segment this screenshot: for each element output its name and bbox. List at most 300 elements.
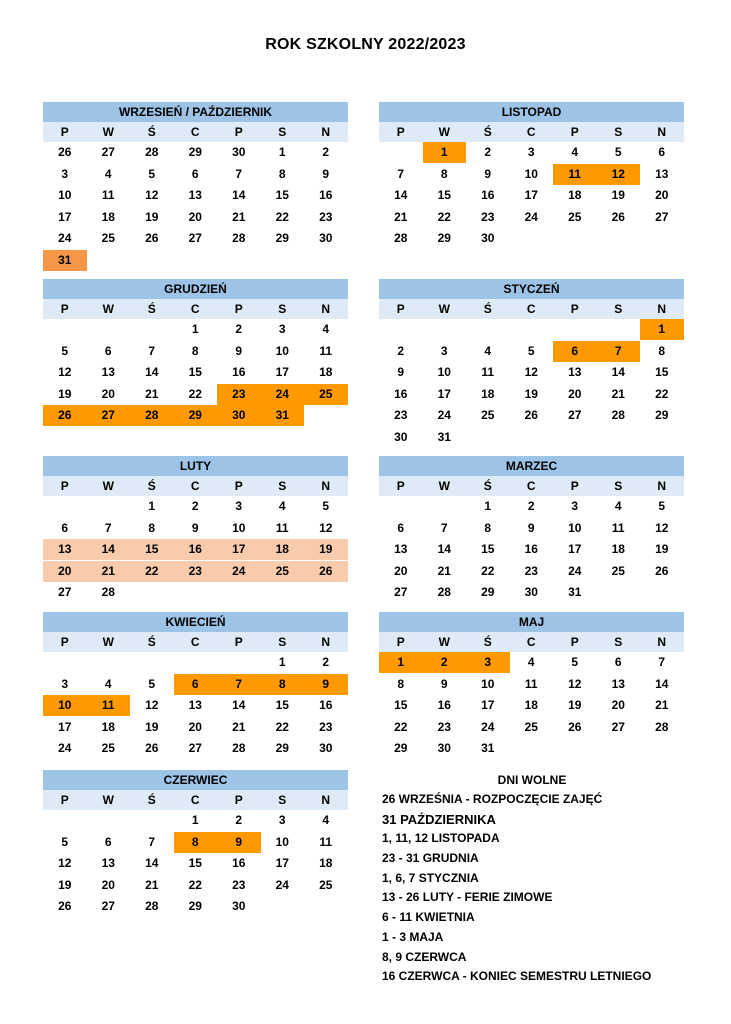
weekday-label: C xyxy=(526,479,536,493)
day-cell: 8 xyxy=(261,674,305,695)
legend-item: 26 WRZEŚNIA - ROZPOCZĘCIE ZAJĘĆ xyxy=(382,792,603,806)
day-cell xyxy=(423,496,467,517)
day-cell xyxy=(510,738,554,759)
day-cell: 13 xyxy=(188,188,202,203)
week-row xyxy=(379,674,684,696)
day-cell: 31 xyxy=(481,741,495,756)
day-cell: 2 xyxy=(397,343,405,358)
day-cell: 5 xyxy=(527,343,535,358)
day-cell: 19 xyxy=(58,877,72,892)
day-cell: 28 xyxy=(394,231,408,246)
day-cell: 23 xyxy=(232,877,246,892)
day-cell: 23 xyxy=(217,384,261,405)
day-cell: 19 xyxy=(58,386,72,401)
week-row xyxy=(43,384,348,406)
day-cell: 1 xyxy=(423,142,467,163)
weekday-label: W xyxy=(438,302,450,316)
day-cell: 23 xyxy=(524,563,538,578)
day-cell: 15 xyxy=(437,188,451,203)
day-cell: 4 xyxy=(484,343,492,358)
day-cell: 8 xyxy=(191,343,199,358)
week-row xyxy=(379,518,684,540)
day-cell: 21 xyxy=(232,209,246,224)
day-cell: 11 xyxy=(611,520,625,535)
day-cell: 10 xyxy=(43,695,87,716)
month-calendar xyxy=(379,612,684,760)
day-cell: 6 xyxy=(553,341,597,362)
day-cell: 18 xyxy=(568,188,582,203)
day-cell: 25 xyxy=(101,741,115,756)
day-cell xyxy=(510,228,554,249)
month-calendar xyxy=(43,770,348,918)
day-cell: 29 xyxy=(481,585,495,600)
week-row xyxy=(379,561,684,583)
weekday-header xyxy=(379,299,684,319)
day-cell: 24 xyxy=(275,877,289,892)
day-cell: 20 xyxy=(101,877,115,892)
day-cell: 16 xyxy=(394,386,408,401)
day-cell: 25 xyxy=(611,563,625,578)
day-cell: 28 xyxy=(232,741,246,756)
day-cell: 18 xyxy=(481,386,495,401)
day-cell xyxy=(304,250,348,271)
week-row xyxy=(379,228,684,250)
day-cell: 12 xyxy=(655,520,669,535)
day-cell: 26 xyxy=(58,899,72,914)
day-cell: 14 xyxy=(145,365,159,380)
week-row xyxy=(43,652,348,674)
day-cell: 16 xyxy=(174,539,218,560)
day-cell: 27 xyxy=(58,585,72,600)
weekday-label: P xyxy=(234,125,243,139)
week-row xyxy=(43,142,348,164)
day-cell: 26 xyxy=(568,719,582,734)
day-cell: 6 xyxy=(174,674,218,695)
day-cell: 24 xyxy=(524,209,538,224)
day-cell: 28 xyxy=(611,408,625,423)
day-cell: 10 xyxy=(58,188,72,203)
day-cell: 19 xyxy=(611,188,625,203)
day-cell: 4 xyxy=(527,655,535,670)
day-cell: 17 xyxy=(275,856,289,871)
day-cell: 15 xyxy=(188,856,202,871)
week-row xyxy=(43,228,348,250)
day-cell: 28 xyxy=(145,145,159,160)
week-row xyxy=(379,427,684,449)
day-cell: 11 xyxy=(319,834,333,849)
day-cell: 9 xyxy=(217,832,261,853)
day-cell: 28 xyxy=(437,585,451,600)
weekday-label: Ś xyxy=(483,125,492,139)
weekday-label: N xyxy=(321,635,331,649)
day-cell: 3 xyxy=(440,343,448,358)
day-cell: 14 xyxy=(145,856,159,871)
weekday-label: P xyxy=(396,479,405,493)
weekday-header xyxy=(43,632,348,652)
day-cell: 20 xyxy=(568,386,582,401)
day-cell: 22 xyxy=(655,386,669,401)
week-row xyxy=(379,207,684,229)
month-calendar xyxy=(43,279,348,427)
legend-item: 31 PAŹDZIERNIKA xyxy=(382,811,496,827)
day-cell xyxy=(597,228,641,249)
day-cell xyxy=(597,319,641,340)
week-row xyxy=(379,582,684,604)
day-cell: 9 xyxy=(191,520,199,535)
day-cell xyxy=(261,896,305,917)
day-cell: 21 xyxy=(145,877,159,892)
day-cell: 17 xyxy=(217,539,261,560)
month-header: MARZEC xyxy=(379,456,684,476)
day-cell xyxy=(466,427,510,448)
day-cell xyxy=(304,405,348,426)
day-cell: 7 xyxy=(440,520,448,535)
weekday-label: N xyxy=(321,125,331,139)
day-cell: 29 xyxy=(275,231,289,246)
day-cell: 12 xyxy=(319,520,333,535)
day-cell: 5 xyxy=(148,676,156,691)
day-cell: 2 xyxy=(322,145,330,160)
day-cell: 28 xyxy=(655,719,669,734)
day-cell: 13 xyxy=(101,365,115,380)
day-cell: 16 xyxy=(232,365,246,380)
month-header: GRUDZIEŃ xyxy=(43,279,348,299)
weekday-label: P xyxy=(570,125,579,139)
day-cell: 1 xyxy=(484,499,492,514)
week-row xyxy=(43,362,348,384)
weekday-label: C xyxy=(526,125,536,139)
day-cell: 21 xyxy=(437,563,451,578)
day-cell: 19 xyxy=(655,542,669,557)
weekday-label: S xyxy=(278,125,287,139)
day-cell: 10 xyxy=(275,834,289,849)
day-cell: 6 xyxy=(397,520,405,535)
day-cell: 30 xyxy=(437,741,451,756)
day-cell: 27 xyxy=(188,231,202,246)
day-cell xyxy=(553,427,597,448)
day-cell: 22 xyxy=(188,877,202,892)
weekday-label: P xyxy=(396,635,405,649)
day-cell: 14 xyxy=(232,188,246,203)
week-row xyxy=(43,832,348,854)
day-cell: 27 xyxy=(101,899,115,914)
day-cell: 23 xyxy=(394,408,408,423)
day-cell: 30 xyxy=(524,585,538,600)
week-row xyxy=(379,695,684,717)
day-cell: 2 xyxy=(322,655,330,670)
weekday-header xyxy=(43,476,348,496)
legend-item: 6 - 11 KWIETNIA xyxy=(382,910,475,925)
day-cell xyxy=(640,427,684,448)
day-cell: 2 xyxy=(191,499,199,514)
day-cell: 15 xyxy=(394,698,408,713)
week-row xyxy=(43,539,348,561)
weekday-label: S xyxy=(278,793,287,807)
weekday-label: P xyxy=(60,125,69,139)
day-cell: 20 xyxy=(188,719,202,734)
day-cell: 2 xyxy=(423,652,467,673)
week-row xyxy=(43,896,348,918)
weekday-label: P xyxy=(234,302,243,316)
day-cell: 8 xyxy=(397,676,405,691)
day-cell: 25 xyxy=(481,408,495,423)
day-cell: 23 xyxy=(481,209,495,224)
weekday-header xyxy=(43,790,348,810)
week-row xyxy=(379,142,684,164)
day-cell: 6 xyxy=(191,166,199,181)
day-cell xyxy=(43,810,87,831)
day-cell: 14 xyxy=(394,188,408,203)
day-cell: 20 xyxy=(101,386,115,401)
day-cell: 25 xyxy=(319,877,333,892)
day-cell: 21 xyxy=(394,209,408,224)
day-cell: 29 xyxy=(655,408,669,423)
legend-item: 13 - 26 LUTY - FERIE ZIMOWE xyxy=(382,890,553,905)
weekday-label: C xyxy=(190,635,200,649)
day-cell: 15 xyxy=(275,188,289,203)
weekday-label: Ś xyxy=(147,479,156,493)
day-cell: 12 xyxy=(524,365,538,380)
day-cell: 7 xyxy=(235,166,243,181)
day-cell: 16 xyxy=(437,698,451,713)
day-cell: 2 xyxy=(235,322,243,337)
page-title: ROK SZKOLNY 2022/2023 xyxy=(265,36,466,53)
day-cell xyxy=(261,250,305,271)
day-cell: 30 xyxy=(481,231,495,246)
day-cell xyxy=(304,582,348,603)
week-row xyxy=(43,853,348,875)
day-cell: 2 xyxy=(484,145,492,160)
day-cell xyxy=(640,738,684,759)
week-row xyxy=(43,405,348,427)
day-cell: 6 xyxy=(614,655,622,670)
weekday-label: S xyxy=(278,302,287,316)
day-cell: 31 xyxy=(437,429,451,444)
day-cell: 13 xyxy=(655,166,669,181)
weekday-label: Ś xyxy=(147,635,156,649)
day-cell: 28 xyxy=(130,405,174,426)
day-cell: 7 xyxy=(104,520,112,535)
day-cell: 23 xyxy=(437,719,451,734)
week-row xyxy=(379,405,684,427)
day-cell: 21 xyxy=(611,386,625,401)
weekday-label: N xyxy=(657,302,667,316)
day-cell: 11 xyxy=(101,188,115,203)
day-cell xyxy=(174,582,218,603)
day-cell: 21 xyxy=(655,698,669,713)
day-cell: 24 xyxy=(58,231,72,246)
month-header: STYCZEŃ xyxy=(379,279,684,299)
legend-item: 23 - 31 GRUDNIA xyxy=(382,851,479,866)
day-cell xyxy=(87,810,131,831)
weekday-label: N xyxy=(657,125,667,139)
day-cell: 23 xyxy=(174,561,218,582)
week-row xyxy=(379,738,684,760)
weekday-label: P xyxy=(570,479,579,493)
day-cell xyxy=(261,582,305,603)
day-cell: 5 xyxy=(658,499,666,514)
day-cell xyxy=(510,319,554,340)
day-cell: 4 xyxy=(571,145,579,160)
day-cell: 30 xyxy=(217,405,261,426)
day-cell: 21 xyxy=(145,386,159,401)
day-cell: 11 xyxy=(319,343,333,358)
day-cell: 6 xyxy=(658,145,666,160)
day-cell xyxy=(87,652,131,673)
day-cell: 10 xyxy=(437,365,451,380)
legend-item: 16 CZERWCA - KONIEC SEMESTRU LETNIEGO xyxy=(382,969,652,984)
day-cell: 31 xyxy=(261,405,305,426)
day-cell: 18 xyxy=(319,856,333,871)
day-cell: 5 xyxy=(322,499,330,514)
day-cell xyxy=(130,810,174,831)
weekday-label: P xyxy=(570,302,579,316)
day-cell: 7 xyxy=(397,166,405,181)
day-cell: 18 xyxy=(524,698,538,713)
day-cell xyxy=(597,582,641,603)
week-row xyxy=(379,362,684,384)
day-cell: 12 xyxy=(568,676,582,691)
day-cell: 21 xyxy=(87,561,131,582)
day-cell: 25 xyxy=(261,561,305,582)
weekday-label: Ś xyxy=(147,125,156,139)
day-cell: 19 xyxy=(145,719,159,734)
day-cell: 5 xyxy=(61,834,69,849)
day-cell: 6 xyxy=(104,834,112,849)
day-cell xyxy=(87,496,131,517)
week-row xyxy=(43,185,348,207)
day-cell: 29 xyxy=(437,231,451,246)
day-cell: 1 xyxy=(379,652,423,673)
day-cell: 30 xyxy=(319,231,333,246)
weekday-label: C xyxy=(190,125,200,139)
day-cell: 19 xyxy=(145,209,159,224)
day-cell: 9 xyxy=(304,674,348,695)
day-cell: 27 xyxy=(568,408,582,423)
day-cell: 6 xyxy=(104,343,112,358)
weekday-label: W xyxy=(438,125,450,139)
day-cell: 28 xyxy=(101,585,115,600)
day-cell: 17 xyxy=(481,698,495,713)
day-cell: 10 xyxy=(568,520,582,535)
month-header: LUTY xyxy=(43,456,348,476)
day-cell: 22 xyxy=(275,719,289,734)
weekday-header xyxy=(379,122,684,142)
day-cell: 20 xyxy=(394,563,408,578)
month-calendar xyxy=(43,456,348,604)
weekday-label: N xyxy=(321,479,331,493)
weekday-label: Ś xyxy=(147,793,156,807)
weekday-header xyxy=(379,476,684,496)
day-cell: 20 xyxy=(188,209,202,224)
day-cell xyxy=(217,250,261,271)
week-row xyxy=(43,319,348,341)
day-cell: 1 xyxy=(278,655,286,670)
day-cell: 13 xyxy=(101,856,115,871)
day-cell: 14 xyxy=(232,698,246,713)
month-header: KWIECIEŃ xyxy=(43,612,348,632)
day-cell xyxy=(130,319,174,340)
day-cell xyxy=(174,652,218,673)
day-cell: 28 xyxy=(145,899,159,914)
day-cell: 24 xyxy=(58,741,72,756)
day-cell: 20 xyxy=(655,188,669,203)
day-cell: 22 xyxy=(437,209,451,224)
week-row xyxy=(43,717,348,739)
weekday-label: P xyxy=(60,479,69,493)
month-header: MAJ xyxy=(379,612,684,632)
day-cell xyxy=(130,652,174,673)
weekday-label: W xyxy=(438,479,450,493)
day-cell: 1 xyxy=(191,322,199,337)
day-cell xyxy=(597,738,641,759)
day-cell: 30 xyxy=(232,145,246,160)
day-cell: 13 xyxy=(611,676,625,691)
day-cell: 7 xyxy=(217,674,261,695)
weekday-label: Ś xyxy=(483,479,492,493)
day-cell: 4 xyxy=(278,499,286,514)
weekday-label: P xyxy=(60,302,69,316)
day-cell: 31 xyxy=(43,250,87,271)
day-cell: 27 xyxy=(188,741,202,756)
day-cell: 14 xyxy=(655,676,669,691)
day-cell: 5 xyxy=(61,343,69,358)
day-cell: 30 xyxy=(232,899,246,914)
day-cell xyxy=(640,228,684,249)
day-cell xyxy=(379,496,423,517)
day-cell: 20 xyxy=(611,698,625,713)
weekday-label: P xyxy=(396,125,405,139)
day-cell: 30 xyxy=(319,741,333,756)
weekday-label: P xyxy=(570,635,579,649)
day-cell: 4 xyxy=(104,166,112,181)
week-row xyxy=(379,717,684,739)
week-row xyxy=(379,185,684,207)
day-cell: 26 xyxy=(58,145,72,160)
day-cell: 5 xyxy=(148,166,156,181)
day-cell: 18 xyxy=(261,539,305,560)
day-cell: 25 xyxy=(568,209,582,224)
week-row xyxy=(43,561,348,583)
day-cell xyxy=(553,319,597,340)
day-cell: 10 xyxy=(524,166,538,181)
week-row xyxy=(379,539,684,561)
day-cell: 27 xyxy=(87,405,131,426)
day-cell: 3 xyxy=(278,322,286,337)
day-cell: 17 xyxy=(58,209,72,224)
day-cell: 8 xyxy=(484,520,492,535)
day-cell: 3 xyxy=(235,499,243,514)
day-cell xyxy=(174,250,218,271)
day-cell: 10 xyxy=(481,676,495,691)
day-cell: 4 xyxy=(322,322,330,337)
day-cell: 29 xyxy=(188,145,202,160)
day-cell: 11 xyxy=(524,676,538,691)
day-cell: 3 xyxy=(466,652,510,673)
day-cell: 1 xyxy=(640,319,684,340)
weekday-label: C xyxy=(190,793,200,807)
weekday-header xyxy=(379,632,684,652)
week-row xyxy=(43,695,348,717)
day-cell: 12 xyxy=(145,188,159,203)
day-cell: 8 xyxy=(658,343,666,358)
day-cell: 29 xyxy=(394,741,408,756)
legend-title: DNI WOLNE xyxy=(497,773,567,787)
week-row xyxy=(43,582,348,604)
day-cell: 4 xyxy=(614,499,622,514)
day-cell: 15 xyxy=(188,365,202,380)
day-cell: 5 xyxy=(614,145,622,160)
